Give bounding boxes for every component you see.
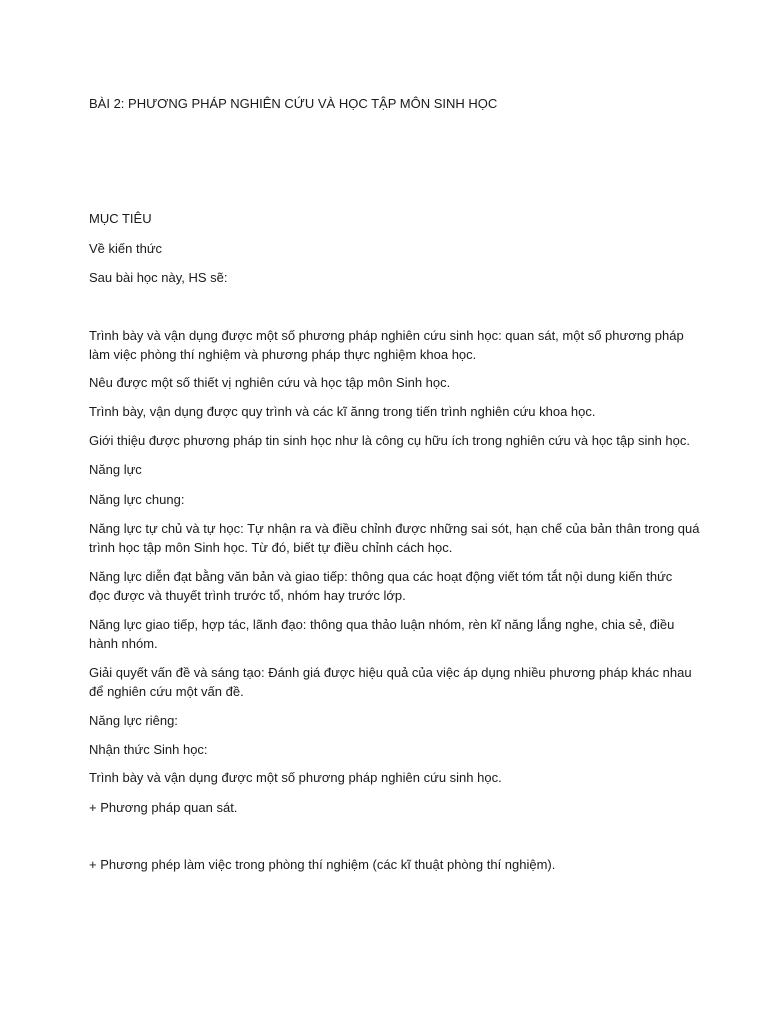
subheading-nhan-thuc-sinh-hoc: Nhận thức Sinh học: [89, 742, 208, 757]
paragraph-line: Năng lực diễn đạt bằng văn bản và giao tiếp: thông qua các hoạt động viết tóm tắt nội dung kiến thức [89, 569, 673, 584]
paragraph-line: Trình bày và vận dụng được một số phương pháp nghiên cứu sinh học: quan sát, một số phương pháp [89, 328, 684, 343]
subheading-ve-kien-thuc: Về kiến thức [89, 241, 163, 256]
paragraph-line: Trình bày, vận dụng được quy trình và các kĩ ănng trong tiến trình nghiên cứu khoa học. [89, 404, 596, 419]
paragraph-line: Năng lực tự chủ và tự học: Tự nhận ra và điều chỉnh được những sai sót, hạn chế của bản thân trong quá [89, 521, 700, 536]
paragraph-line: để nghiên cứu một vấn đề. [89, 684, 244, 699]
document-title: BÀI 2: PHƯƠNG PHÁP NGHIÊN CỨU VÀ HỌC TẬP MÔN SINH HỌC [89, 96, 498, 111]
paragraph-line: làm việc phòng thí nghiệm và phương pháp thực nghiệm khoa học. [89, 347, 477, 362]
paragraph-line: Trình bày và vận dụng được một số phương pháp nghiên cứu sinh học. [89, 770, 502, 785]
paragraph-line: hành nhóm. [89, 636, 158, 651]
paragraph-line: Giới thiệu được phương pháp tin sinh học như là công cụ hữu ích trong nghiên cứu và học tập sinh học. [89, 433, 691, 448]
paragraph-line: đọc được và thuyết trình trước tổ, nhóm hay trước lớp. [89, 588, 406, 603]
subheading-nang-luc-rieng: Năng lực riêng: [89, 713, 178, 728]
subheading-nang-luc: Năng lực [89, 462, 142, 477]
list-item: + Phương pháp quan sát. [89, 800, 238, 815]
paragraph-line: Nêu được một số thiết vị nghiên cứu và học tập môn Sinh học. [89, 375, 451, 390]
paragraph-intro: Sau bài học này, HS sẽ: [89, 270, 228, 285]
subheading-nang-luc-chung: Năng lực chung: [89, 492, 185, 507]
paragraph-line: Năng lực giao tiếp, hợp tác, lãnh đạo: thông qua thảo luận nhóm, rèn kĩ năng lắng nghe, chia sẻ, điều [89, 617, 675, 632]
paragraph-line: Giải quyết vấn đề và sáng tạo: Đánh giá được hiệu quả của việc áp dụng nhiều phương pháp khác nhau [89, 665, 692, 680]
paragraph-line: trình học tập môn Sinh học. Từ đó, biết tự điều chỉnh cách học. [89, 540, 453, 555]
list-item: + Phương phép làm việc trong phòng thí nghiệm (các kĩ thuật phòng thí nghiệm). [89, 857, 556, 872]
section-heading-muc-tieu: MỤC TIÊU [89, 211, 152, 226]
